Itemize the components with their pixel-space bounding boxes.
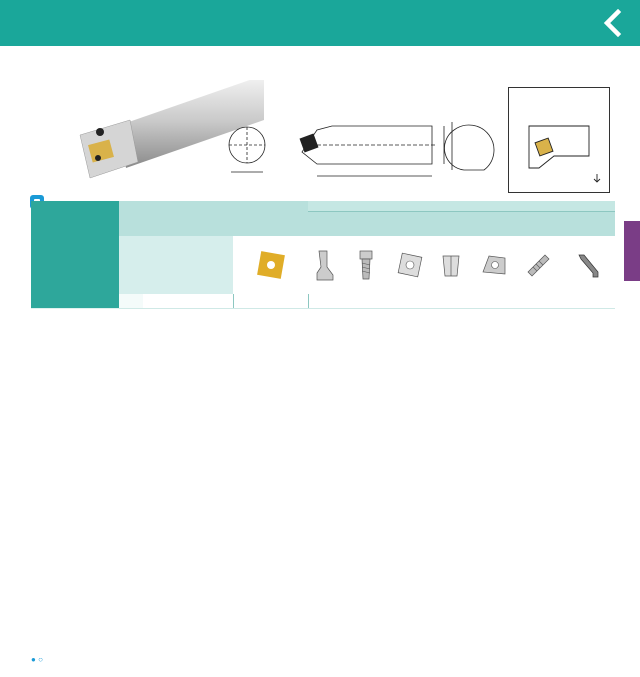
- lever-image: [308, 236, 341, 294]
- shim-spring-icon: [438, 250, 464, 280]
- col-f: [198, 236, 213, 294]
- chevron-left-icon[interactable]: [600, 9, 626, 37]
- no-stock-dot-icon: ○: [38, 655, 43, 664]
- col-length: [177, 236, 198, 294]
- shim-code: [390, 294, 430, 308]
- spare-parts-header: [308, 201, 615, 236]
- spare-parts-title: [308, 201, 615, 212]
- dim-l: [177, 294, 198, 308]
- insert-icon: [253, 247, 289, 283]
- stock-right-dot: [119, 294, 131, 308]
- ordering-code: [31, 294, 119, 308]
- header-bar: [0, 0, 640, 46]
- legend-stock: [31, 655, 43, 664]
- table-body: [31, 294, 615, 308]
- shim-spring-code: [430, 294, 472, 308]
- clamp-screw-code: [515, 294, 560, 308]
- shim-spring-image: [430, 236, 472, 294]
- shim-icon: [395, 250, 425, 280]
- dim-h: [157, 294, 177, 308]
- shim-image: [390, 236, 430, 294]
- lever-screw-icon: [354, 247, 378, 283]
- wedge-clamp-image: [472, 236, 515, 294]
- clamp-screw-icon: [523, 250, 553, 280]
- insert-position-box: [508, 87, 610, 193]
- dim-d: [143, 294, 157, 308]
- col-d: [143, 236, 157, 294]
- side-tab[interactable]: [624, 221, 640, 281]
- code-header: [31, 201, 119, 294]
- insert-code: [233, 294, 308, 308]
- dim-f: [198, 294, 213, 308]
- technical-drawing: [222, 100, 512, 195]
- col-r: [119, 236, 131, 294]
- insert-header: [233, 201, 308, 236]
- stock-header: [119, 201, 143, 236]
- in-stock-dot-icon: ●: [31, 655, 36, 664]
- dim-d: [213, 294, 233, 308]
- lever-code: [308, 294, 341, 308]
- lever-screw-code: [341, 294, 390, 308]
- stock-left-dot: [131, 294, 143, 308]
- allen-key-icon: [573, 250, 603, 280]
- allen-key-code: [560, 294, 615, 308]
- insert-position-drawing: [509, 106, 609, 190]
- wedge-clamp-code: [472, 294, 515, 308]
- insert-image: [233, 236, 308, 294]
- lever-icon: [313, 247, 337, 283]
- dimension-header: [143, 201, 233, 236]
- clamp-screw-image: [515, 236, 560, 294]
- wedge-clamp-icon: [479, 250, 509, 280]
- table-row: [31, 294, 615, 308]
- product-table: [31, 201, 615, 309]
- col-l: [131, 236, 143, 294]
- lever-screw-image: [341, 236, 390, 294]
- col-dmin: [213, 236, 233, 294]
- allen-key-image: [560, 236, 615, 294]
- col-h: [157, 236, 177, 294]
